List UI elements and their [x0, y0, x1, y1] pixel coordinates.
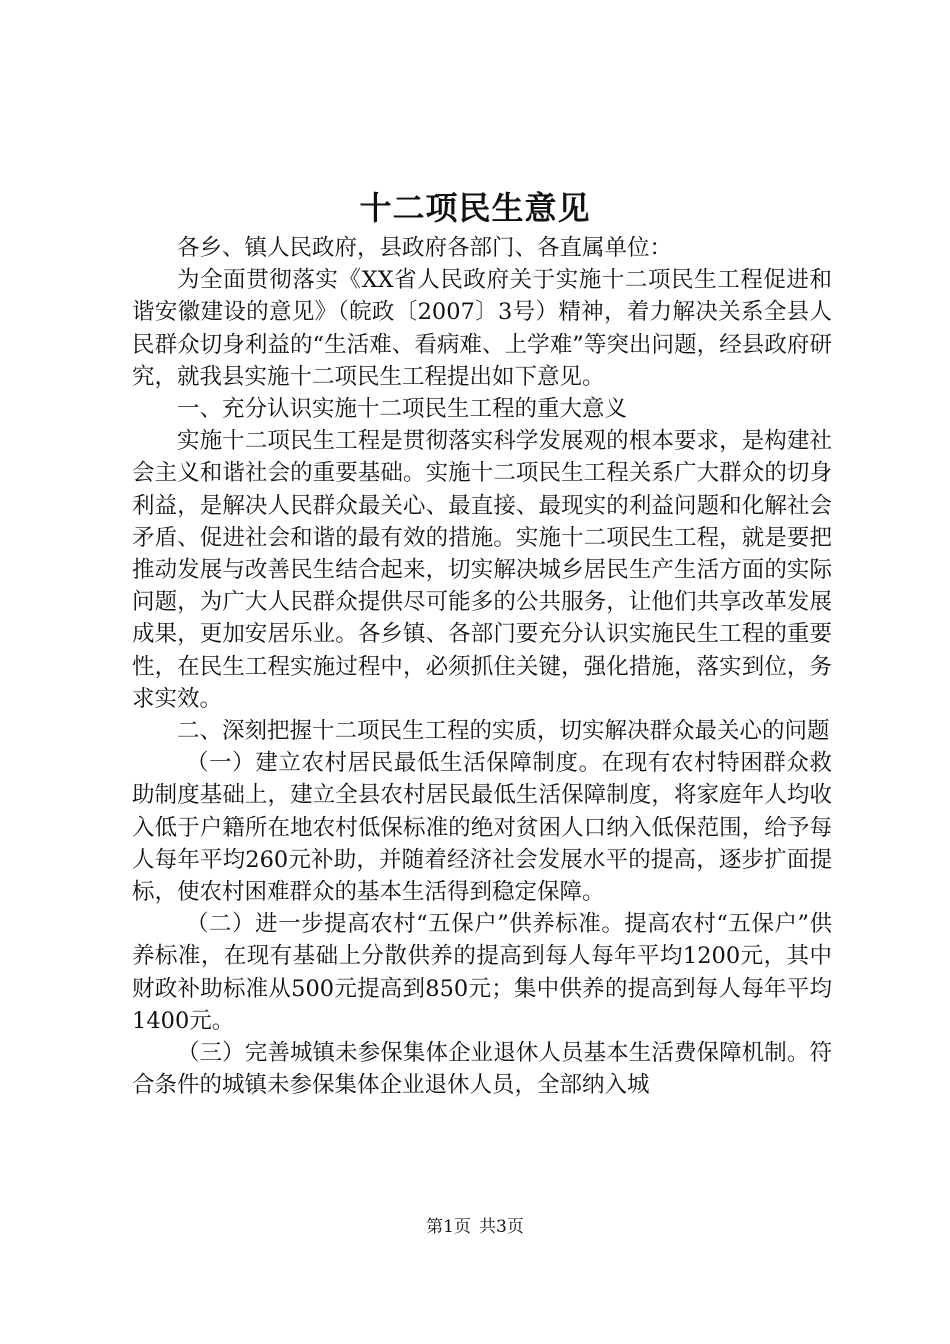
document-body: [132, 232, 832, 1101]
section-heading-2: 二、深刻把握十二项民生工程的实质，切实解决群众最关心的问题: [177, 718, 830, 745]
salutation-paragraph: 各乡、镇人民政府，县政府各部门、各直属单位：: [177, 235, 673, 261]
intro-paragraph: 为全面贯彻落实《XX省人民政府关于实施十二项民生工程促进和谐安徽建设的意见》（皖政〔2007〕3号）精神，着力解决关系全县人民群众切身利益的“生活难、看病难、上学难”等突出问题，经县政府研究，就我县实施十二项民生工程提出如下意见。: [132, 267, 832, 390]
item-3-paragraph: （三）完善城镇未参保集体企业退休人员基本生活费保障机制。符合条件的城镇未参保集体企业退休人员，全部纳入城: [132, 1040, 832, 1099]
document-title: 十二项民生意见: [359, 189, 591, 227]
section-1-paragraph: 实施十二项民生工程是贯彻落实科学发展观的根本要求，是构建社会主义和谐社会的重要基础。实施十二项民生工程关系广大群众的切身利益，是解决人民群众最关心、最直接、最现实的利益问题和化解社会矛盾、促进社会和谐的最有效的措施。实施十二项民生工程，就是要把推动发展与改善民生结合起来，切实解决城乡居民生产生活方面的实际问题，为广大人民群众提供尽可能多的公共服务，让他们共享改革发展成果，更加安居乐业。各乡镇、各部门要充分认识实施民生工程的重要性，在民生工程实施过程中，必须抓住关键，强化措施，落实到位，务求实效。: [132, 428, 832, 712]
item-1-paragraph: （一）建立农村居民最低生活保障制度。在现有农村特困群众救助制度基础上，建立全县农村居民最低生活保障制度，将家庭年人均收入低于户籍所在地农村低保标准的绝对贫困人口纳入低保范围，给予每人每年平均260元补助，并随着经济社会发展水平的提高，逐步扩面提标，使农村困难群众的基本生活得到稳定保障。: [132, 750, 832, 906]
page-footer: [0, 1215, 950, 1239]
section-heading-1: 一、充分认识实施十二项民生工程的重大意义: [177, 396, 628, 423]
page-number: 第1页: [426, 1217, 471, 1237]
item-2-paragraph: （二）进一步提高农村“五保户”供养标准。提高农村“五保户”供养标准，在现有基础上分散供养的提高到每人每年平均1200元，其中财政补助标准从500元提高到850元；集中供养的提高到每人每年平均1400元。: [132, 911, 832, 1034]
page-total: 共3页: [479, 1217, 524, 1237]
